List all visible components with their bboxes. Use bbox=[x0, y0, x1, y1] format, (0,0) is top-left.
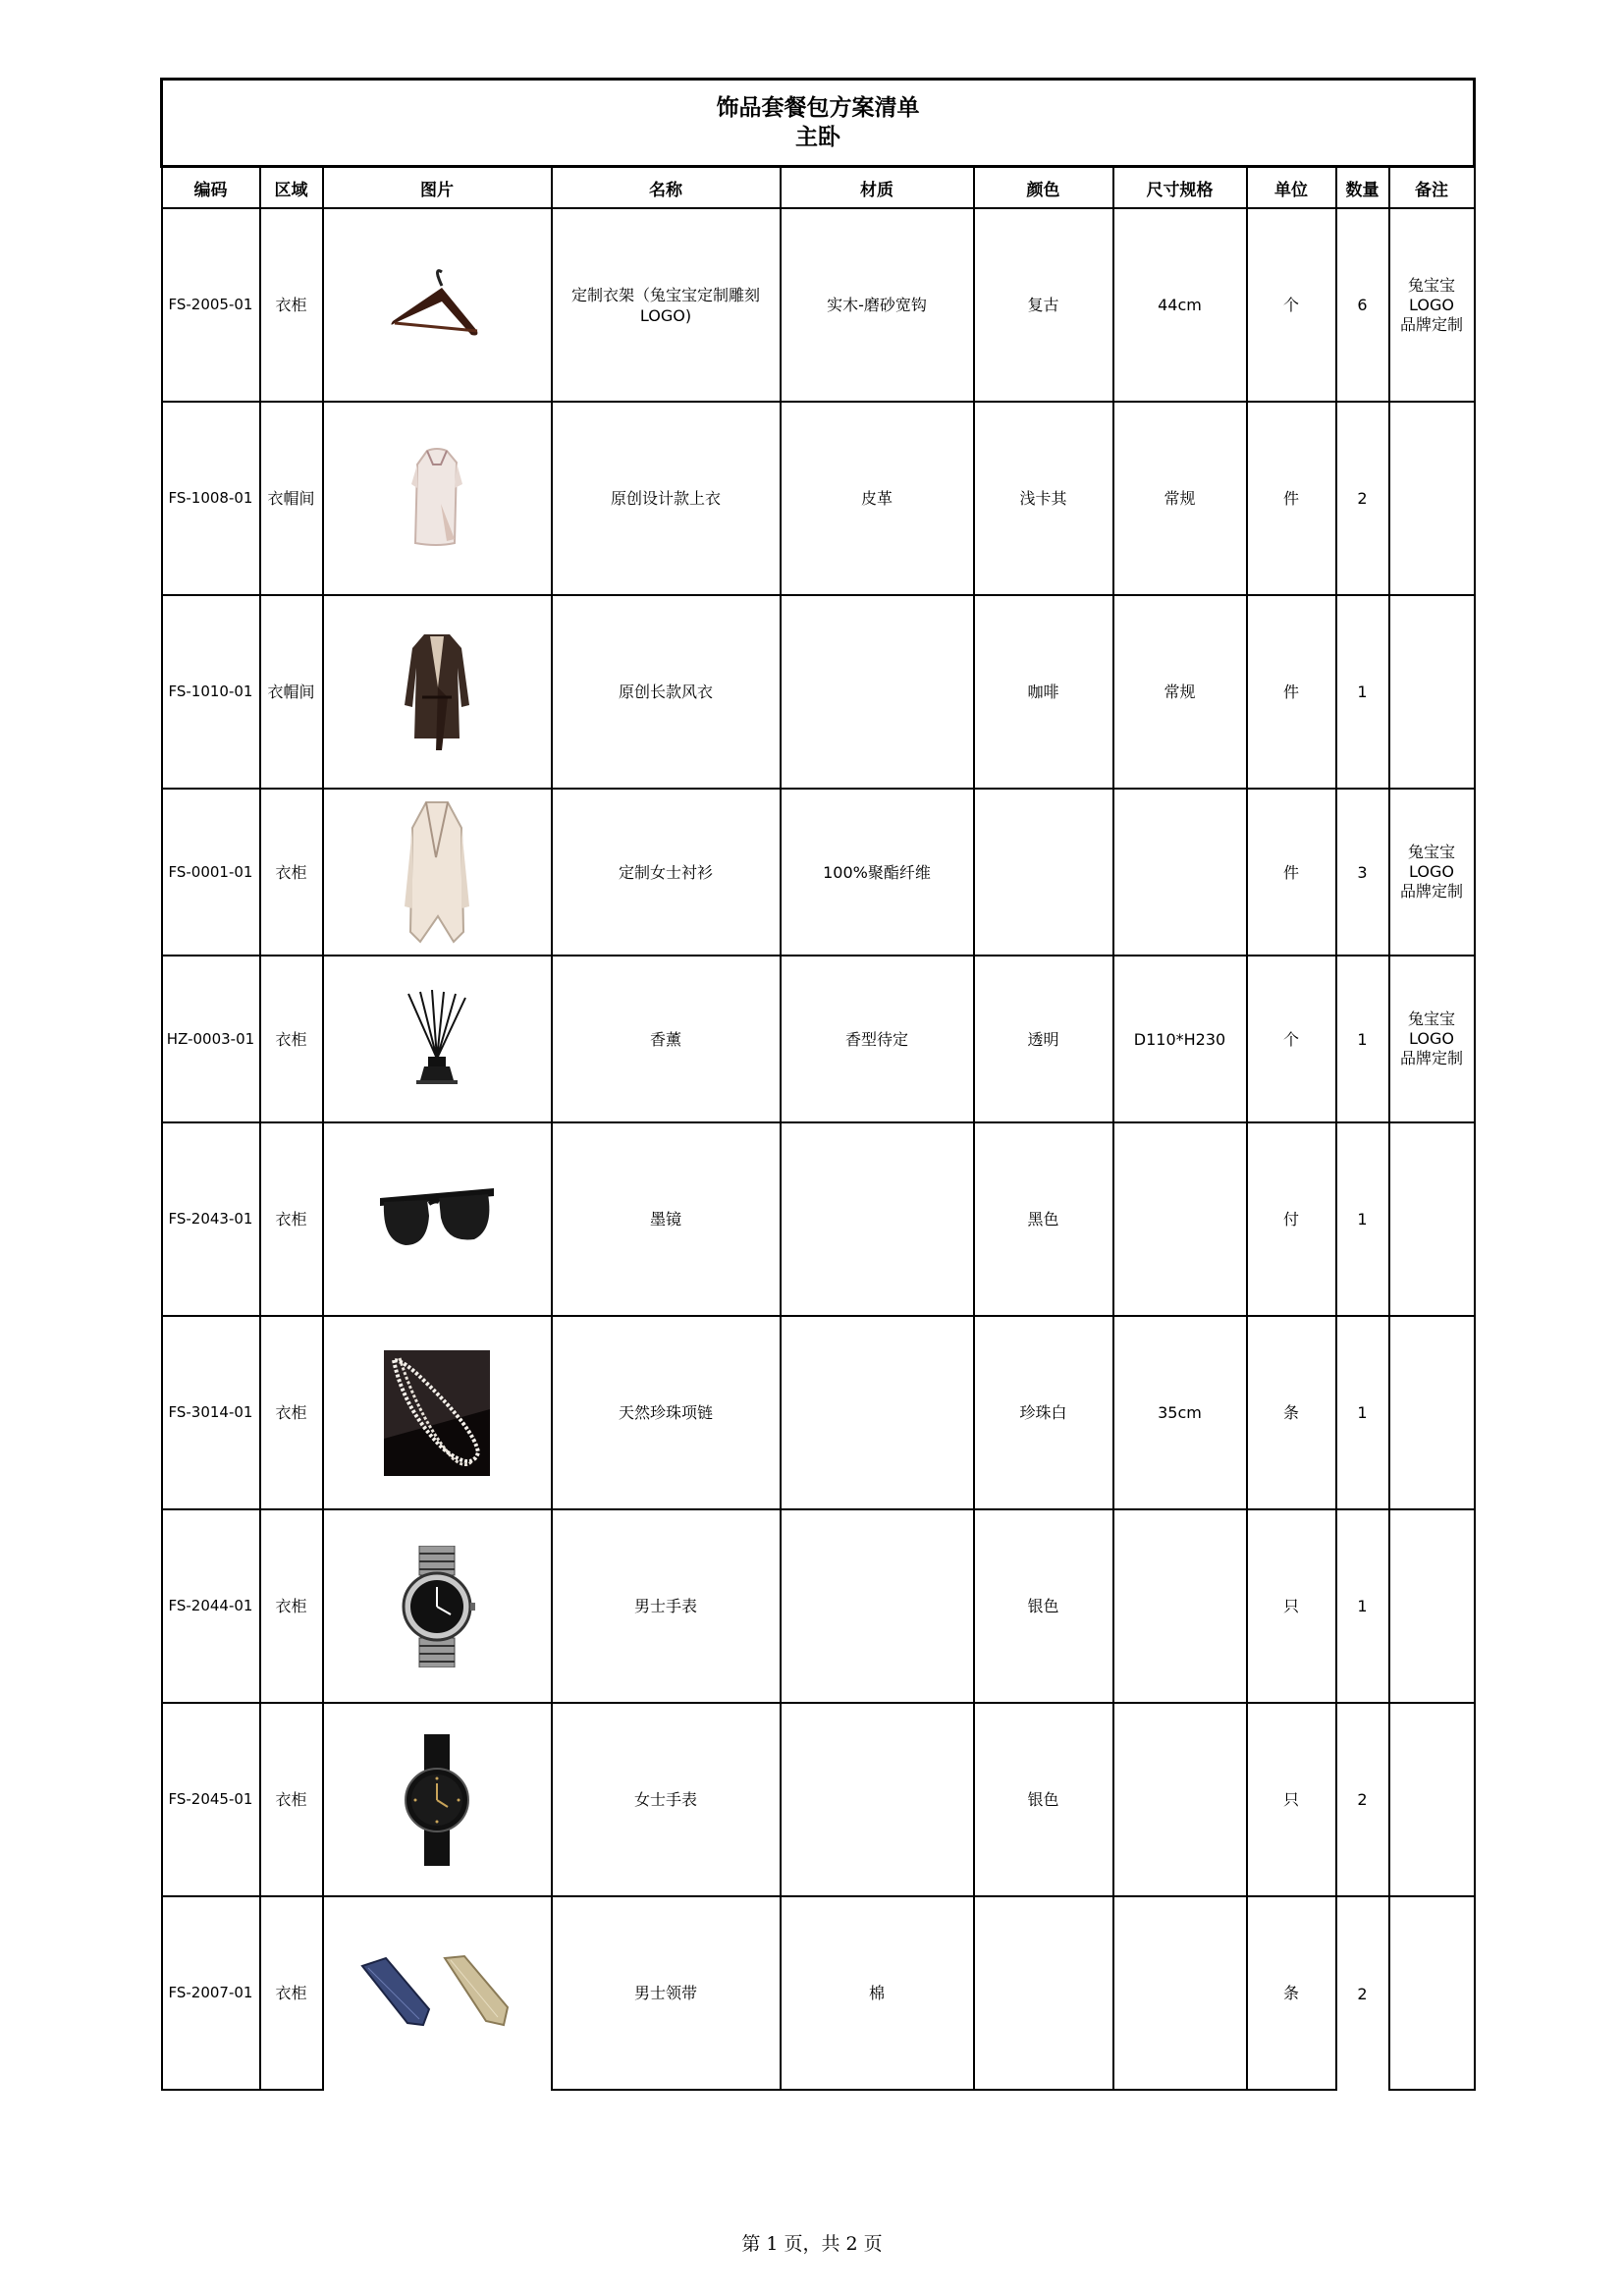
table-row bbox=[162, 595, 1475, 789]
table-row bbox=[162, 1122, 1475, 1316]
mens-watch-icon bbox=[398, 1546, 476, 1667]
cell-size bbox=[1113, 1509, 1247, 1703]
cell-remark bbox=[1389, 1316, 1475, 1509]
cell-area: 衣帽间 bbox=[260, 595, 323, 789]
remark-line: 兔宝宝 bbox=[1407, 275, 1455, 295]
cell-material bbox=[781, 595, 974, 789]
cell-name: 原创设计款上衣 bbox=[552, 402, 781, 595]
table-header bbox=[162, 167, 1475, 209]
table-row bbox=[162, 1896, 1475, 2090]
cell-code: FS-2045-01 bbox=[162, 1703, 260, 1896]
cell-area: 衣柜 bbox=[260, 956, 323, 1122]
cell-name: 定制女士衬衫 bbox=[552, 789, 781, 956]
cell-name: 原创长款风衣 bbox=[552, 595, 781, 789]
cell-remark bbox=[1389, 208, 1475, 402]
cell-remark bbox=[1389, 402, 1475, 595]
cell-unit: 件 bbox=[1247, 789, 1336, 956]
cell-size bbox=[1113, 789, 1247, 956]
cell-area: 衣柜 bbox=[260, 1509, 323, 1703]
document-title: 饰品套餐包方案清单 bbox=[716, 95, 920, 121]
cell-size bbox=[1113, 1703, 1247, 1896]
cell-color: 复古 bbox=[974, 208, 1113, 402]
cell-color: 银色 bbox=[974, 1509, 1113, 1703]
cell-area: 衣柜 bbox=[260, 1316, 323, 1509]
cell-material bbox=[781, 1316, 974, 1509]
cell-unit: 付 bbox=[1247, 1122, 1336, 1316]
cell-size bbox=[1113, 1896, 1247, 2090]
column-header-image: 图片 bbox=[323, 167, 552, 209]
cell-name: 香薰 bbox=[552, 956, 781, 1122]
cell-size: 常规 bbox=[1113, 402, 1247, 595]
cell-unit: 件 bbox=[1247, 595, 1336, 789]
cell-color bbox=[974, 789, 1113, 956]
cell-image bbox=[323, 208, 552, 402]
cell-remark bbox=[1389, 1896, 1475, 2090]
cell-quantity: 1 bbox=[1336, 1316, 1389, 1509]
cell-remark bbox=[1389, 1509, 1475, 1703]
cell-quantity: 1 bbox=[1336, 1509, 1389, 1703]
cell-name: 墨镜 bbox=[552, 1122, 781, 1316]
cell-color: 黑色 bbox=[974, 1122, 1113, 1316]
table-row bbox=[162, 789, 1475, 956]
remark-line: 兔宝宝 bbox=[1407, 843, 1455, 861]
remark-line: 品牌定制 bbox=[1399, 882, 1463, 901]
cell-material: 棉 bbox=[781, 1896, 974, 2090]
column-header-quantity: 数量 bbox=[1336, 167, 1389, 209]
cell-color: 珍珠白 bbox=[974, 1316, 1113, 1509]
cell-area: 衣柜 bbox=[260, 1703, 323, 1896]
cell-remark bbox=[1389, 1122, 1475, 1316]
reed-diffuser-icon bbox=[403, 990, 471, 1088]
cell-image bbox=[323, 956, 552, 1122]
cell-code: FS-2005-01 bbox=[162, 208, 260, 402]
document-subtitle: 主卧 bbox=[795, 125, 840, 150]
cell-size: D110*H230 bbox=[1113, 956, 1247, 1122]
cell-area: 衣柜 bbox=[260, 208, 323, 402]
cell-material: 实木-磨砂宽钩 bbox=[781, 208, 974, 402]
product-list-table bbox=[160, 78, 1476, 2091]
cell-size bbox=[1113, 1122, 1247, 1316]
cell-color: 透明 bbox=[974, 956, 1113, 1122]
cell-code: FS-3014-01 bbox=[162, 1316, 260, 1509]
hanger-icon bbox=[383, 266, 491, 345]
cell-unit: 只 bbox=[1247, 1509, 1336, 1703]
title-block bbox=[162, 80, 1475, 167]
neckties-icon bbox=[358, 1954, 515, 2033]
cell-image bbox=[323, 1896, 552, 2090]
cell-quantity: 2 bbox=[1336, 1703, 1389, 1896]
table-row bbox=[162, 1509, 1475, 1703]
cell-image bbox=[323, 789, 552, 956]
womens-watch-icon bbox=[403, 1734, 471, 1866]
remark-line: LOGO bbox=[1409, 862, 1454, 881]
cell-material bbox=[781, 1703, 974, 1896]
column-header-remark: 备注 bbox=[1389, 167, 1475, 209]
cell-quantity: 2 bbox=[1336, 402, 1389, 595]
remark-line: LOGO bbox=[1409, 295, 1454, 314]
cell-image bbox=[323, 1509, 552, 1703]
cell-image bbox=[323, 1122, 552, 1316]
cell-material bbox=[781, 1509, 974, 1703]
cell-quantity: 6 bbox=[1336, 208, 1389, 402]
cell-remark bbox=[1389, 595, 1475, 789]
cell-image bbox=[323, 402, 552, 595]
sunglasses-icon bbox=[378, 1180, 496, 1259]
cell-area: 衣柜 bbox=[260, 1122, 323, 1316]
cell-name: 男士手表 bbox=[552, 1509, 781, 1703]
blouse-icon bbox=[403, 798, 471, 946]
table-row bbox=[162, 208, 1475, 402]
cell-quantity: 3 bbox=[1336, 789, 1389, 956]
cell-unit: 只 bbox=[1247, 1703, 1336, 1896]
remark-line: LOGO bbox=[1409, 1029, 1454, 1048]
cell-quantity: 1 bbox=[1336, 595, 1389, 789]
table-row bbox=[162, 956, 1475, 1122]
cell-code: FS-2044-01 bbox=[162, 1509, 260, 1703]
cell-code: FS-2043-01 bbox=[162, 1122, 260, 1316]
cell-size: 常规 bbox=[1113, 595, 1247, 789]
trench-coat-icon bbox=[393, 628, 481, 756]
column-header-material: 材质 bbox=[781, 167, 974, 209]
cell-code: FS-1008-01 bbox=[162, 402, 260, 595]
cell-code: HZ-0003-01 bbox=[162, 956, 260, 1122]
cell-size: 44cm bbox=[1113, 208, 1247, 402]
cell-quantity: 2 bbox=[1336, 1896, 1389, 2090]
cell-unit: 个 bbox=[1247, 208, 1336, 402]
cell-quantity: 1 bbox=[1336, 956, 1389, 1122]
column-header-unit: 单位 bbox=[1247, 167, 1336, 209]
cell-area: 衣帽间 bbox=[260, 402, 323, 595]
top-shirt-icon bbox=[398, 445, 476, 553]
cell-material bbox=[781, 1122, 974, 1316]
column-header-name: 名称 bbox=[552, 167, 781, 209]
column-header-area: 区域 bbox=[260, 167, 323, 209]
cell-area: 衣柜 bbox=[260, 789, 323, 956]
cell-color: 浅卡其 bbox=[974, 402, 1113, 595]
table-row bbox=[162, 1703, 1475, 1896]
cell-material: 皮革 bbox=[781, 402, 974, 595]
cell-quantity: 1 bbox=[1336, 1122, 1389, 1316]
cell-color: 银色 bbox=[974, 1703, 1113, 1896]
column-header-size: 尺寸规格 bbox=[1113, 167, 1247, 209]
remark-line: 品牌定制 bbox=[1399, 1049, 1463, 1067]
cell-material: 100%聚酯纤维 bbox=[781, 789, 974, 956]
cell-material: 香型待定 bbox=[781, 956, 974, 1122]
cell-code: FS-0001-01 bbox=[162, 789, 260, 956]
cell-color: 咖啡 bbox=[974, 595, 1113, 789]
remark-line: 兔宝宝 bbox=[1407, 1010, 1455, 1028]
cell-name: 女士手表 bbox=[552, 1703, 781, 1896]
cell-remark bbox=[1389, 956, 1475, 1122]
cell-remark bbox=[1389, 1703, 1475, 1896]
cell-area: 衣柜 bbox=[260, 1896, 323, 2090]
cell-image bbox=[323, 1703, 552, 1896]
cell-remark bbox=[1389, 789, 1475, 956]
cell-size: 35cm bbox=[1113, 1316, 1247, 1509]
cell-name: 男士领带 bbox=[552, 1896, 781, 2090]
table-row bbox=[162, 1316, 1475, 1509]
cell-image bbox=[323, 1316, 552, 1509]
table-row bbox=[162, 402, 1475, 595]
column-header-color: 颜色 bbox=[974, 167, 1113, 209]
cell-color bbox=[974, 1896, 1113, 2090]
cell-code: FS-1010-01 bbox=[162, 595, 260, 789]
cell-unit: 条 bbox=[1247, 1896, 1336, 2090]
cell-code: FS-2007-01 bbox=[162, 1896, 260, 2090]
cell-image bbox=[323, 595, 552, 789]
column-header-code: 编码 bbox=[162, 167, 260, 209]
cell-unit: 个 bbox=[1247, 956, 1336, 1122]
page-footer: 第 1 页，共 2 页 bbox=[741, 2233, 883, 2255]
pearl-necklace-icon bbox=[384, 1350, 490, 1476]
cell-name: 天然珍珠项链 bbox=[552, 1316, 781, 1509]
remark-line: 品牌定制 bbox=[1399, 314, 1463, 334]
cell-name: 定制衣架（兔宝宝定制雕刻LOGO) bbox=[552, 208, 781, 402]
cell-unit: 件 bbox=[1247, 402, 1336, 595]
cell-unit: 条 bbox=[1247, 1316, 1336, 1509]
